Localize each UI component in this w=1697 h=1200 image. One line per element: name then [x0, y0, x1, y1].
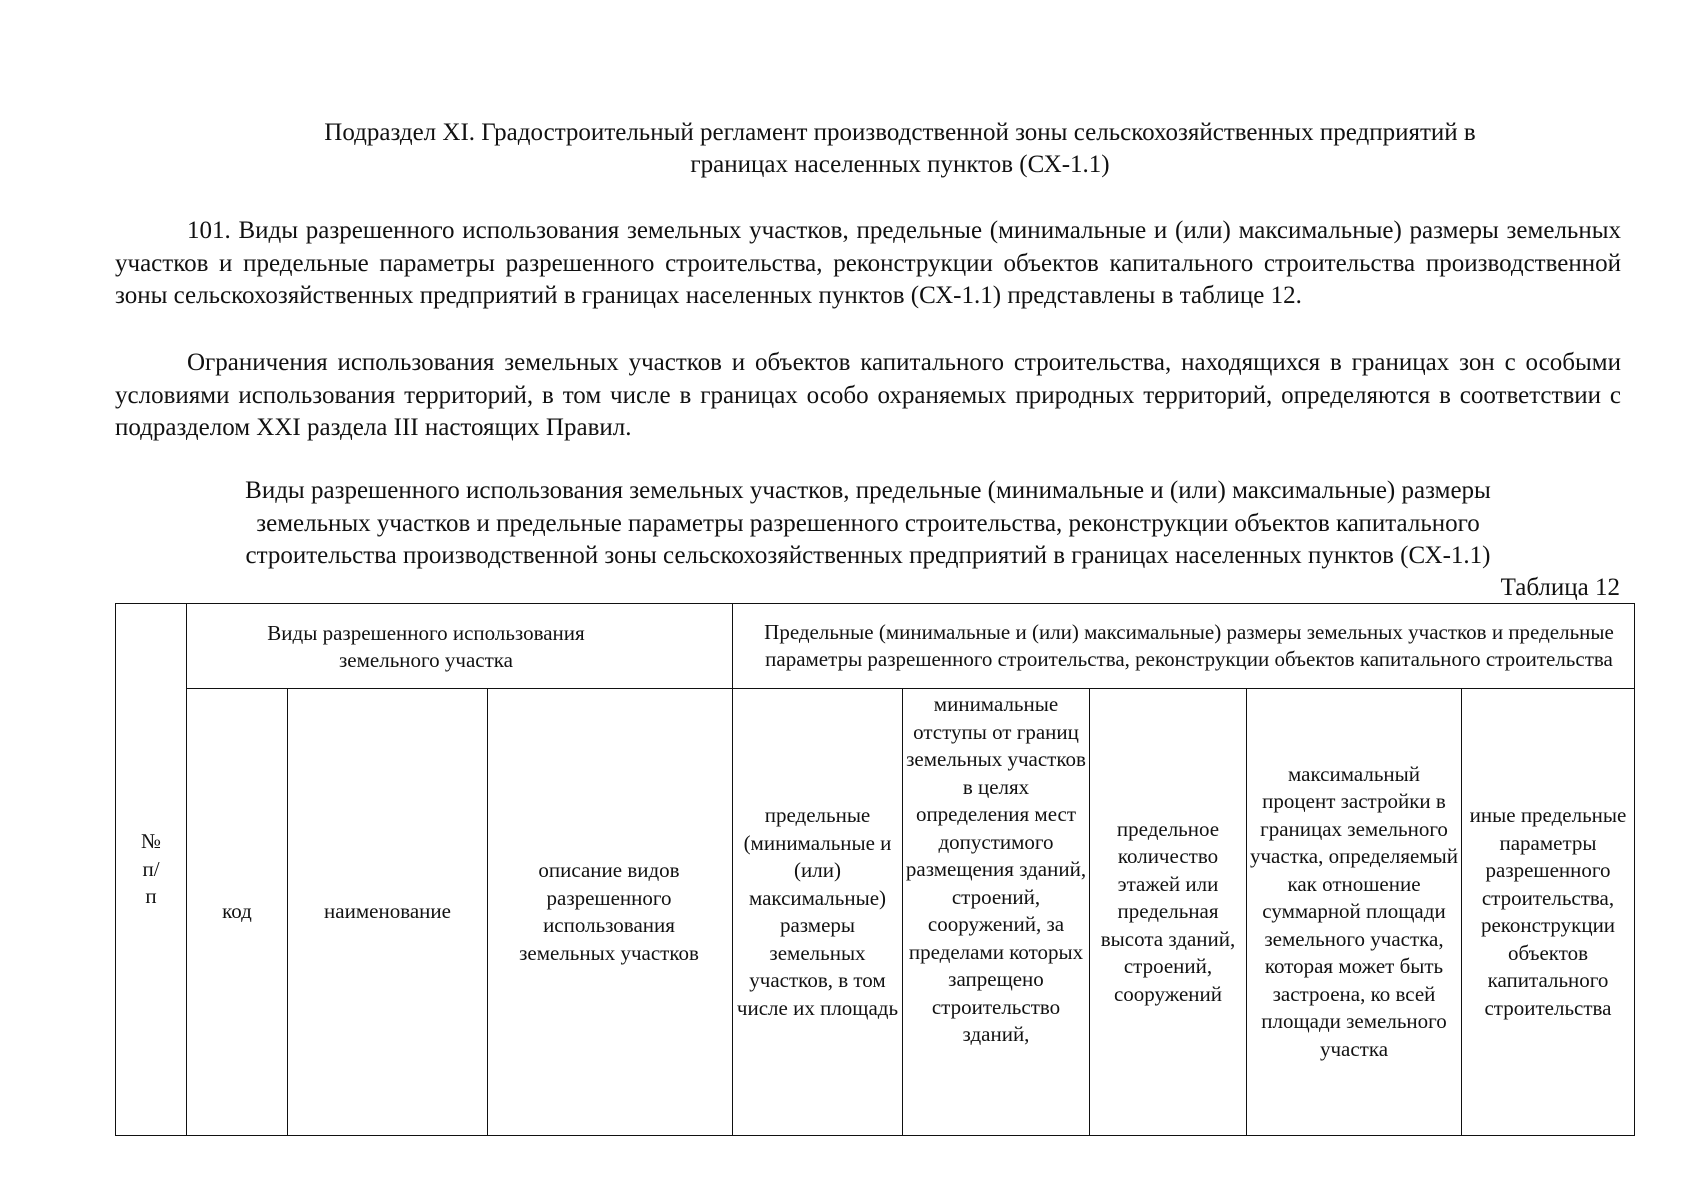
header-cell-code: код	[222, 899, 252, 924]
header-cell-floors: предельное количество этажей или предельная высота зданий, строений, сооружений	[1100, 816, 1236, 1006]
header-cell-sizes: предельные (минимальные и (или) максимальные) размеры земельных участков, в том числе их площадь	[736, 803, 899, 1020]
table-caption-line-2: земельных участков и предельные параметры разрешенного строительства, реконструкции объектов капитального	[256, 509, 1480, 537]
section-heading	[100, 117, 1697, 181]
table-caption-line-3: строительства производственной зоны сельскохозяйственных предприятий в границах населенных пунктов (СХ-1.1)	[245, 542, 1491, 569]
paragraph-101: 101. Виды разрешенного использования земельных участков, предельные (минимальные и (или) максимальные) размеры земельных участков и предельные параметры разрешенного строительства, реконструкции объектов капитального строительства производственной зоны сельскохозяйственных предприятий в границах населенных пунктов (СХ-1.1) представлены в таблице 12.	[115, 217, 1621, 309]
table-number: Таблица 12	[1500, 574, 1620, 601]
header-cell-description: описание видов разрешенного использования земельных участков	[519, 858, 699, 965]
header-group-limits: Предельные (минимальные и (или) максимальные) размеры земельных участков и предельные параметры разрешенного строительства, реконструкции объектов капитального строительства	[764, 619, 1614, 671]
table-caption	[115, 475, 1621, 573]
header-cell-name: наименование	[324, 899, 451, 924]
regulation-table	[115, 603, 1635, 1136]
paragraph-restrictions: Ограничения использования земельных участков и объектов капитального строительства, находящихся в границах зон с особыми условиями использования территорий, в том числе в границах особо охраняемых природных территорий, определяются в соответствии с подразделом XXI раздела III настоящих Правил.	[115, 349, 1621, 441]
header-group-land-use: Виды разрешенного использования земельного участка	[267, 620, 585, 672]
section-heading-line-1: Подраздел XI. Градостроительный регламент производственной зоны сельскохозяйственных предприятий в	[324, 119, 1476, 146]
table-divider	[487, 688, 488, 1135]
section-heading-line-2: границах населенных пунктов (СХ-1.1)	[690, 151, 1110, 178]
header-cell-coverage: максимальный процент застройки в границах земельного участка, определяемый как отношение суммарной площади земельного участка, которая может быть застроена, ко всей площади земельного участка	[1250, 761, 1458, 1061]
header-cell-other-params: иные предельные параметры разрешенного строительства, реконструкции объектов капитального строительства	[1469, 803, 1627, 1020]
header-cell-setbacks: минимальные отступы от границ земельных участков в целях определения мест допустимого размещения зданий, строений, сооружений, за пределами которых запрещено строительство зданий,	[905, 692, 1087, 1046]
header-cell-number: № п/п	[140, 829, 162, 909]
table-caption-line-1: Виды разрешенного использования земельных участков, предельные (минимальные и (или) максимальные) размеры	[245, 477, 1491, 504]
